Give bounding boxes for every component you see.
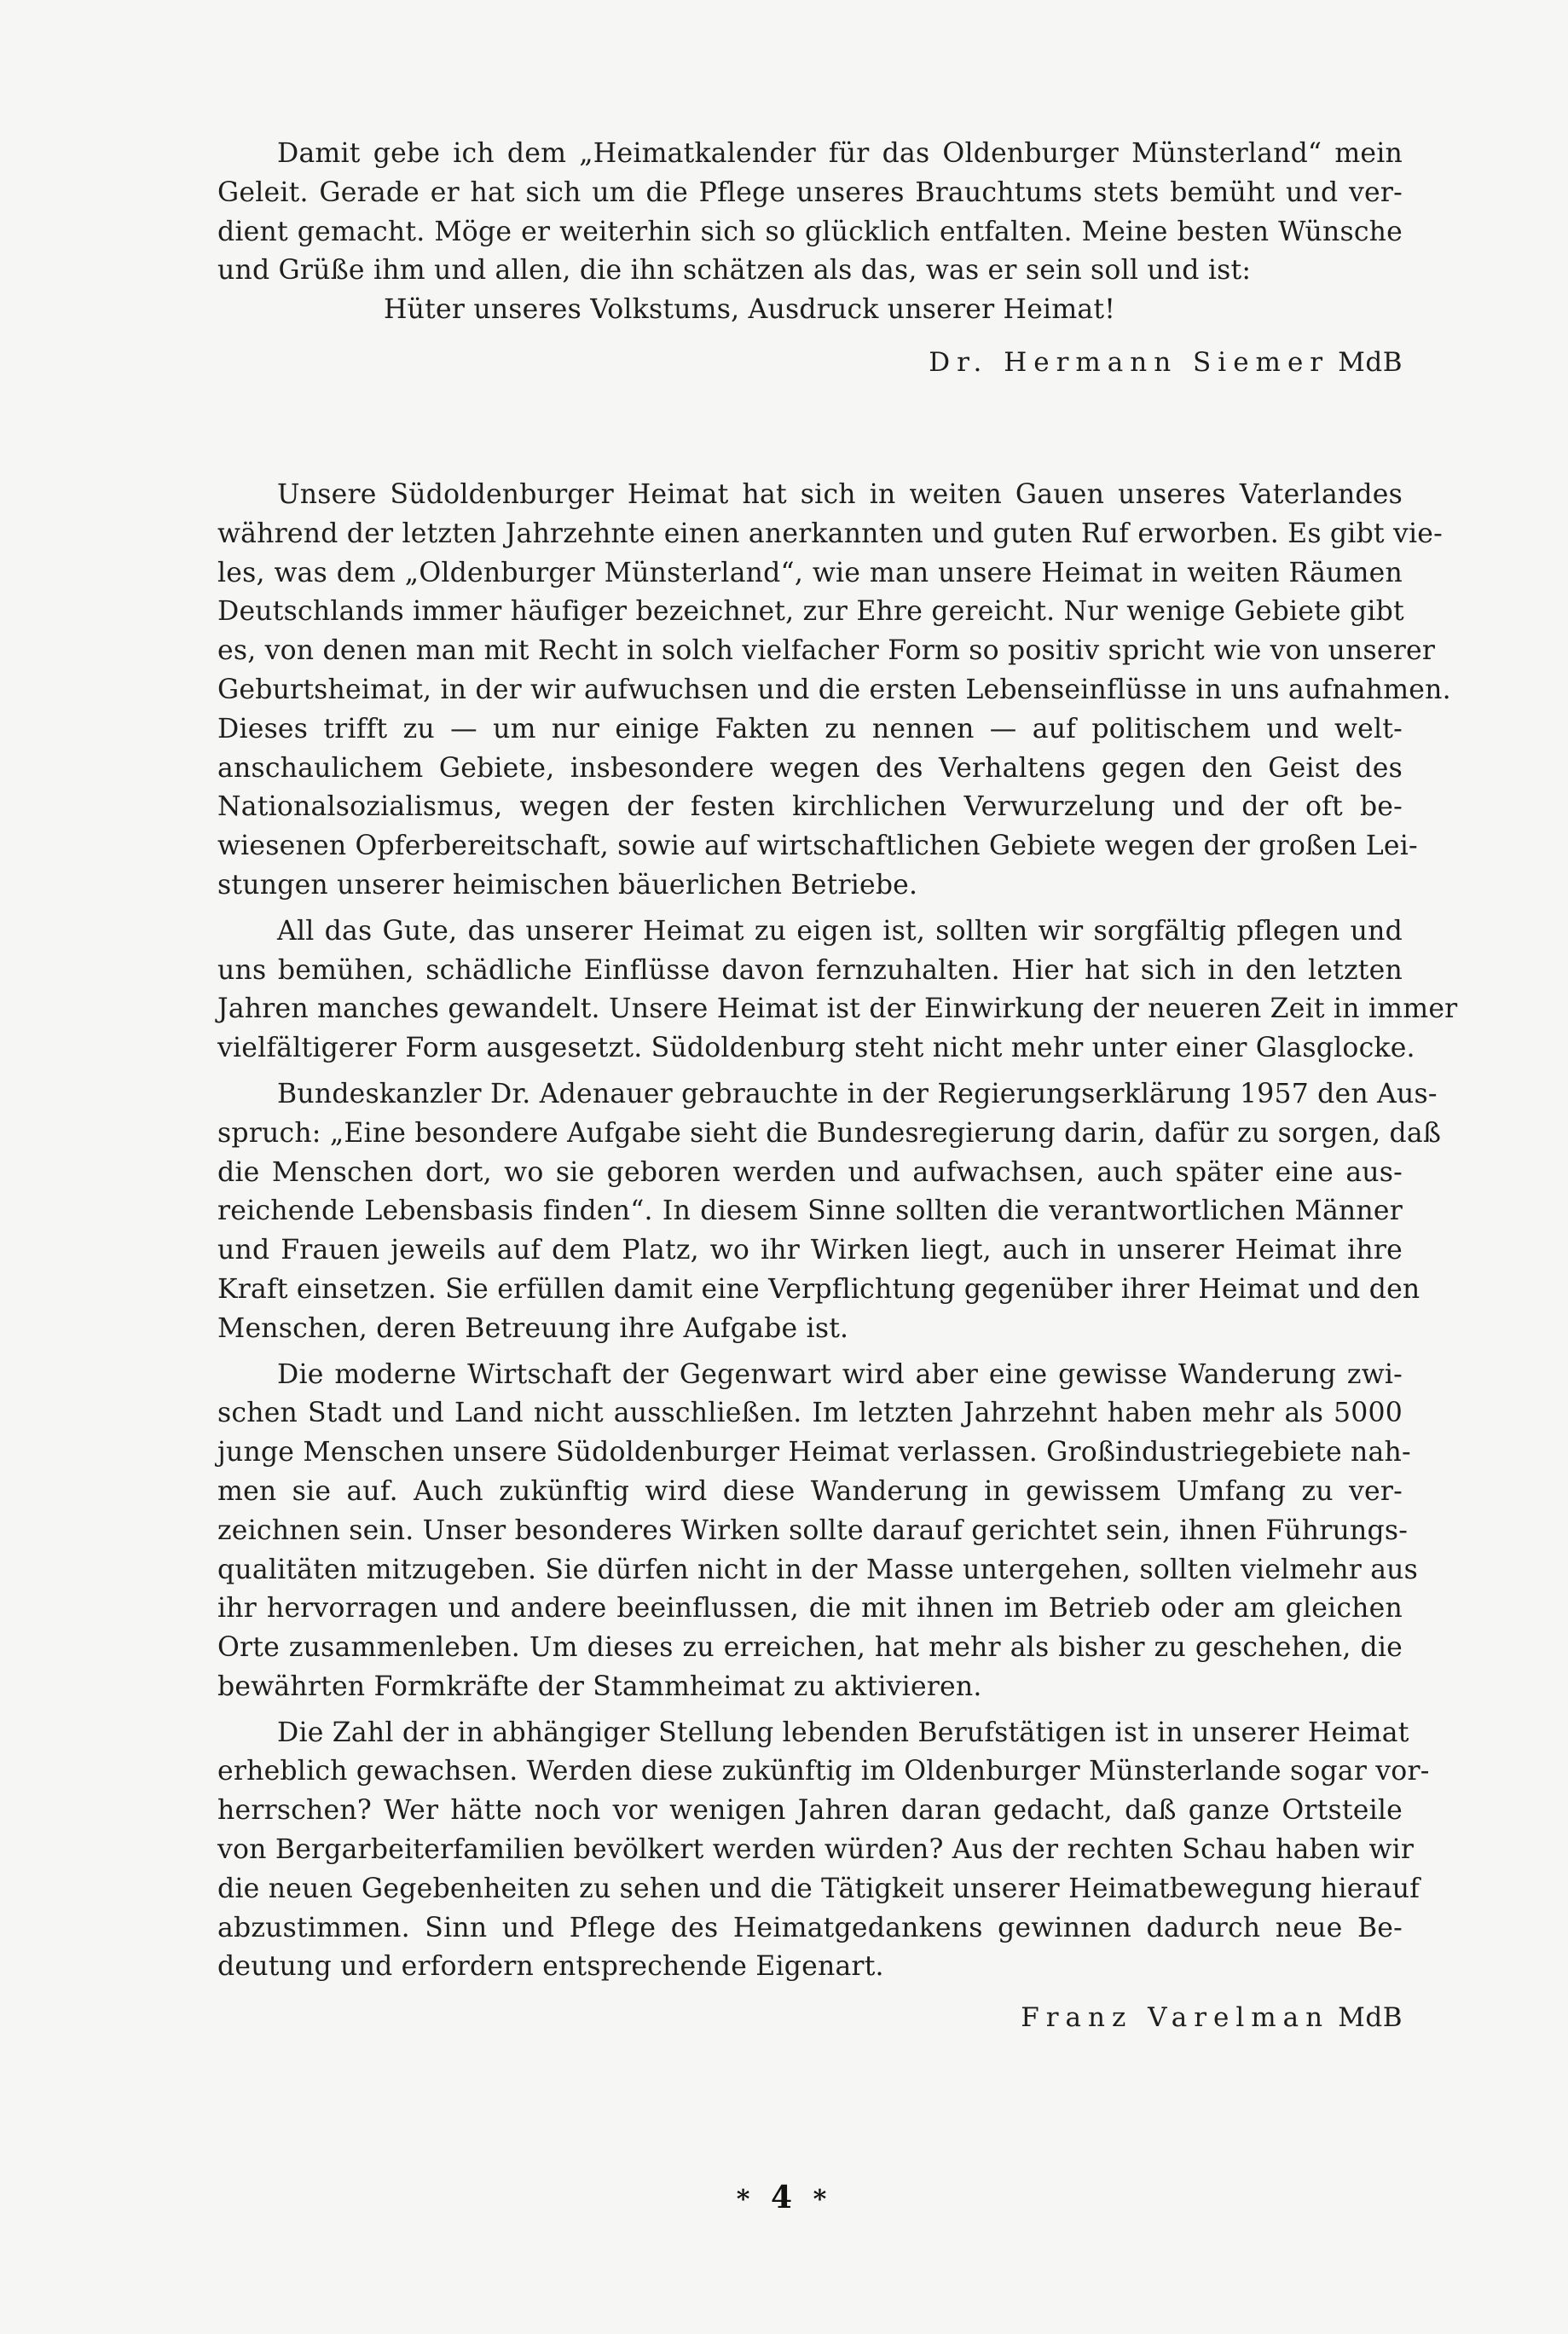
text-line: Damit gebe ich dem „Heimatkalender für das Oldenburger Münsterland“ mein xyxy=(277,138,1403,169)
text-line: bewährten Formkräfte der Stammheimat zu aktivieren. xyxy=(217,1671,982,1702)
paragraph xyxy=(217,1714,1430,1988)
text-line: All das Gute, das unserer Heimat zu eigen ist, sollten wir sorgfältig pflegen und xyxy=(277,915,1403,947)
text-line: von Bergarbeiterfamilien bevölkert werden würden? Aus der rechten Schau haben wir xyxy=(217,1834,1415,1866)
asterisk-ornament-icon: * xyxy=(813,2185,832,2215)
text-line: und Frauen jeweils auf dem Platz, wo ihr Wirken liegt, auch in unserer Heimat ihre xyxy=(217,1235,1403,1266)
text-line: Die Zahl der in abhängiger Stellung lebenden Berufstätigen ist in unserer Heimat xyxy=(277,1717,1409,1748)
text-line: erheblich gewachsen. Werden diese zukünftig im Oldenburger Münsterlande sogar vor- xyxy=(217,1756,1430,1787)
text-line: ihr hervorragen und andere beeinflussen, die mit ihnen im Betrieb oder am gleichen xyxy=(217,1593,1403,1625)
text-line: Kraft einsetzen. Sie erfüllen damit eine Verpflichtung gegenüber ihrer Heimat und den xyxy=(217,1273,1420,1305)
text-line: Die moderne Wirtschaft der Gegenwart wird aber eine gewisse Wanderung zwi- xyxy=(277,1358,1403,1390)
text-line: wiesenen Opferbereitschaft, sowie auf wirtschaftlichen Gebiete wegen der großen Lei- xyxy=(217,831,1418,862)
text-line: anschaulichem Gebiete, insbesondere wegen des Verhaltens gegen den Geist des xyxy=(217,752,1403,784)
text-line: während der letzten Jahrzehnte einen anerkannten und guten Ruf erworben. Es gibt vie- xyxy=(217,518,1443,549)
page-footer xyxy=(0,2180,1568,2215)
text-line: Menschen, deren Betreuung ihre Aufgabe ist. xyxy=(217,1312,849,1344)
text-line: schen Stadt und Land nicht ausschließen. Im letzten Jahrzehnt haben mehr als 5000 xyxy=(217,1398,1403,1429)
text-line: Jahren manches gewandelt. Unsere Heimat ist der Einwirkung der neueren Zeit in immer xyxy=(217,993,1458,1025)
text-line: Dieses trifft zu — um nur einige Fakten zu nennen — auf politischem und welt- xyxy=(217,713,1403,744)
signature-siemer xyxy=(217,344,1403,382)
text-line: spruch: „Eine besondere Aufgabe sieht die Bundesregierung darin, dafür zu sorgen, daß xyxy=(217,1117,1442,1149)
text-line: herrschen? Wer hätte noch vor wenigen Jahren daran gedacht, daß ganze Ortsteile xyxy=(217,1795,1403,1827)
signature-varelman xyxy=(217,1999,1403,2037)
text-line: Orte zusammenleben. Um dieses zu erreichen, hat mehr als bisher zu geschehen, die xyxy=(217,1632,1403,1664)
paragraph xyxy=(217,1075,1442,1349)
text-line: Geburtsheimat, in der wir aufwuchsen und die ersten Lebenseinflüsse in uns aufnahmen. xyxy=(217,674,1451,705)
text-line: abzustimmen. Sinn und Pflege des Heimatgedankens gewinnen dadurch neue Be- xyxy=(217,1912,1403,1943)
text-line: zeichnen sein. Unser besonderes Wirken sollte darauf gerichtet sein, ihnen Führungs- xyxy=(217,1514,1409,1546)
signature-title: MdB xyxy=(1338,346,1403,378)
text-line: dient gemacht. Möge er weiterhin sich so glücklich entfalten. Meine besten Wünsche xyxy=(217,216,1403,247)
text-line: men sie auf. Auch zukünftig wird diese Wanderung in gewissem Umfang zu ver- xyxy=(217,1475,1403,1507)
motto: Hüter unseres Volkstums, Ausdruck unserer Heimat! xyxy=(384,294,1116,326)
text-line: Nationalsozialismus, wegen der festen kirchlichen Verwurzelung und der oft be- xyxy=(217,791,1403,823)
text-line: die neuen Gegebenheiten zu sehen und die Tätigkeit unserer Heimatbewegung hierauf xyxy=(217,1873,1420,1904)
text-line: deutung und erfordern entsprechende Eigenart. xyxy=(217,1951,884,1983)
text-line: qualitäten mitzugeben. Sie dürfen nicht in der Masse untergehen, sollten vielmehr aus xyxy=(217,1554,1419,1585)
text-line: Unsere Südoldenburger Heimat hat sich in weiten Gauen unseres Vaterlandes xyxy=(277,478,1403,510)
text-line: stungen unserer heimischen bäuerlichen Betriebe. xyxy=(217,869,918,901)
text-line: uns bemühen, schädliche Einflüsse davon fernzuhalten. Hier hat sich in den letzten xyxy=(217,954,1403,986)
page-number: 4 xyxy=(770,2180,798,2215)
asterisk-ornament-icon: * xyxy=(736,2185,755,2215)
text-line: reichende Lebensbasis finden“. In diesem Sinne sollten die verantwortlichen Männer xyxy=(217,1196,1403,1227)
paragraph xyxy=(217,1356,1419,1707)
paragraph xyxy=(217,476,1451,906)
text-line: les, was dem „Oldenburger Münsterland“, wie man unsere Heimat in weiten Räumen xyxy=(217,557,1403,588)
text-line: die Menschen dort, wo sie geboren werden und aufwachsen, auch später eine aus- xyxy=(217,1156,1403,1188)
signature-name: Franz Varelman xyxy=(1021,2002,1330,2034)
greeting-siemer xyxy=(217,135,1403,382)
text-line: Deutschlands immer häufiger bezeichnet, zur Ehre gereicht. Nur wenige Gebiete gibt xyxy=(217,596,1404,628)
text-line: Bundeskanzler Dr. Adenauer gebrauchte in der Regierungserklärung 1957 den Aus- xyxy=(277,1078,1438,1109)
document-page xyxy=(217,135,1458,2037)
text-line: Geleit. Gerade er hat sich um die Pflege unseres Brauchtums stets bemüht und ver- xyxy=(217,177,1403,208)
signature-title: MdB xyxy=(1338,2002,1403,2034)
paragraph xyxy=(217,912,1458,1069)
text-line: vielfältigerer Form ausgesetzt. Südoldenburg steht nicht mehr unter einer Glasglocke. xyxy=(217,1033,1415,1064)
signature-name: Dr. Hermann Siemer xyxy=(929,346,1330,378)
essay-varelman xyxy=(217,476,1458,2037)
text-line: es, von denen man mit Recht in solch vielfacher Form so positiv spricht wie von unserer xyxy=(217,635,1436,667)
text-line: und Grüße ihm und allen, die ihn schätzen als das, was er sein soll und ist: xyxy=(217,255,1252,287)
text-line: junge Menschen unsere Südoldenburger Heimat verlassen. Großindustriegebiete nah- xyxy=(217,1437,1411,1468)
